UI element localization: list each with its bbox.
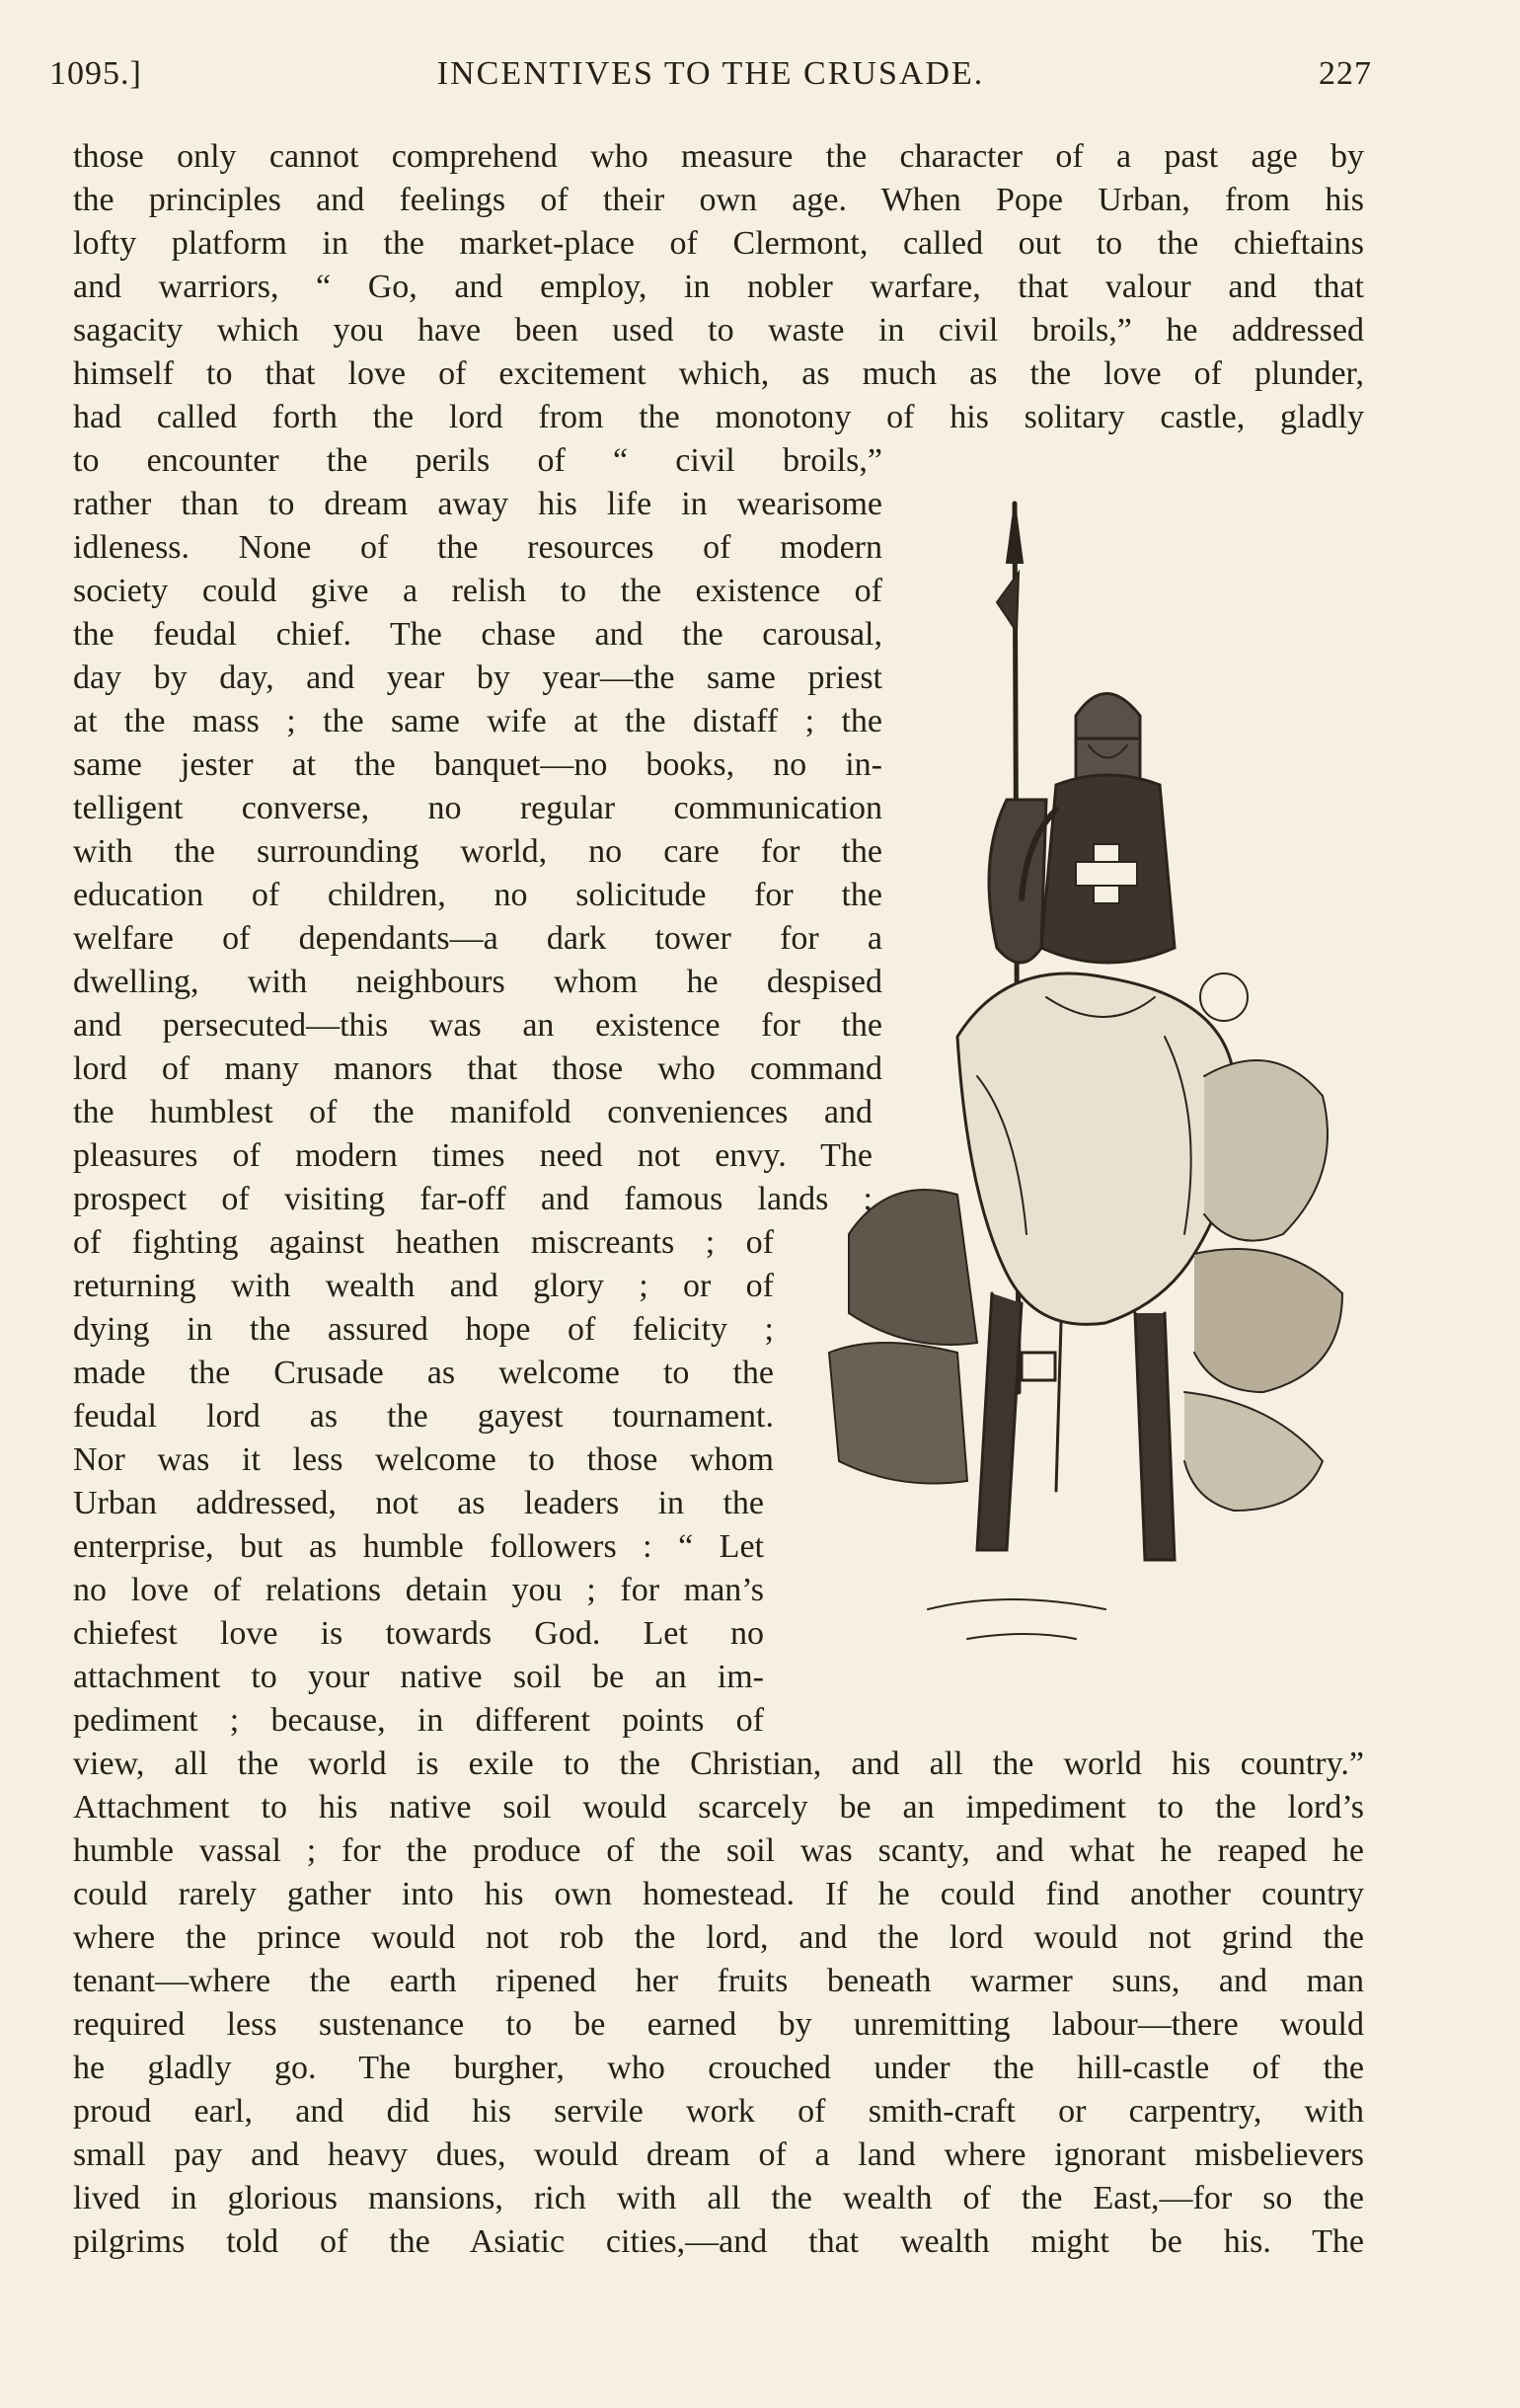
text-line: same jester at the banquet—no books, no in-	[73, 746, 882, 783]
text-line: the principles and feelings of their own age. When Pope Urban, from his	[73, 182, 1364, 218]
text-line: and warriors, “ Go, and employ, in nobler warfare, that valour and that	[73, 269, 1364, 305]
text-line: pleasures of modern times need not envy. The	[73, 1137, 873, 1174]
text-line: had called forth the lord from the monotony of his solitary castle, gladly	[73, 399, 1364, 435]
text-line: welfare of dependants—a dark tower for a	[73, 920, 882, 957]
text-line: returning with wealth and glory ; or of	[73, 1268, 774, 1304]
text-line: he gladly go. The burgher, who crouched under the hill-castle of the	[73, 2050, 1364, 2086]
text-line: dying in the assured hope of felicity ;	[73, 1311, 774, 1348]
page-number: 227	[1319, 55, 1372, 92]
text-line: sagacity which you have been used to waste in civil broils,” he addressed	[73, 312, 1364, 349]
header-year: 1095.]	[49, 55, 142, 92]
crusader-knight-illustration	[809, 484, 1362, 1698]
text-line: made the Crusade as welcome to the	[73, 1355, 774, 1391]
text-line: Attachment to his native soil would scarcely be an impediment to the lord’s	[73, 1789, 1364, 1825]
text-line: no love of relations detain you ; for man’s	[73, 1572, 764, 1608]
text-line: humble vassal ; for the produce of the soil was scanty, and what he reaped he	[73, 1832, 1364, 1869]
text-line: the feudal chief. The chase and the carousal,	[73, 616, 882, 653]
text-line: view, all the world is exile to the Christian, and all the world his country.”	[73, 1746, 1364, 1782]
text-line: himself to that love of excitement which, as much as the love of plunder,	[73, 355, 1364, 392]
text-line: with the surrounding world, no care for the	[73, 833, 882, 870]
text-line: feudal lord as the gayest tournament.	[73, 1398, 774, 1435]
text-line: at the mass ; the same wife at the distaff ; the	[73, 703, 882, 739]
text-line: those only cannot comprehend who measure the character of a past age by	[73, 138, 1364, 175]
text-line: could rarely gather into his own homestead. If he could find another country	[73, 1876, 1364, 1912]
text-line: idleness. None of the resources of modern	[73, 529, 882, 566]
text-line: prospect of visiting far-off and famous lands ;	[73, 1181, 873, 1217]
text-line: pediment ; because, in different points of	[73, 1702, 764, 1739]
text-line: chiefest love is towards God. Let no	[73, 1615, 764, 1652]
text-line: proud earl, and did his servile work of smith-craft or carpentry, with	[73, 2093, 1364, 2130]
header-title: INCENTIVES TO THE CRUSADE.	[436, 55, 985, 92]
text-line: lived in glorious mansions, rich with all the wealth of the East,—for so the	[73, 2180, 1364, 2216]
text-line: and persecuted—this was an existence for the	[73, 1007, 882, 1044]
text-line: required less sustenance to be earned by unremitting labour—there would	[73, 2006, 1364, 2043]
text-line: to encounter the perils of “ civil broils,”	[73, 442, 882, 479]
text-line: day by day, and year by year—the same priest	[73, 660, 882, 696]
running-header	[49, 55, 1372, 99]
text-line: society could give a relish to the existence of	[73, 573, 882, 609]
text-line: rather than to dream away his life in wearisome	[73, 486, 882, 522]
text-line: telligent converse, no regular communication	[73, 790, 882, 826]
text-line: where the prince would not rob the lord, and the lord would not grind the	[73, 1919, 1364, 1956]
text-line: Urban addressed, not as leaders in the	[73, 1485, 764, 1521]
text-line: lord of many manors that those who command	[73, 1050, 882, 1087]
text-line: attachment to your native soil be an im-	[73, 1659, 764, 1695]
text-line: small pay and heavy dues, would dream of a land where ignorant misbelievers	[73, 2136, 1364, 2173]
text-line: lofty platform in the market-place of Clermont, called out to the chieftains	[73, 225, 1364, 262]
text-line: the humblest of the manifold conveniences and	[73, 1094, 873, 1130]
text-line: of fighting against heathen miscreants ; of	[73, 1224, 774, 1261]
text-line: tenant—where the earth ripened her fruits beneath warmer suns, and man	[73, 1963, 1364, 1999]
text-line: pilgrims told of the Asiatic cities,—and that wealth might be his. The	[73, 2223, 1364, 2260]
text-line: dwelling, with neighbours whom he despised	[73, 964, 882, 1000]
text-line: education of children, no solicitude for the	[73, 877, 882, 913]
text-line: Nor was it less welcome to those whom	[73, 1441, 774, 1478]
text-line: enterprise, but as humble followers : “ Let	[73, 1528, 764, 1565]
